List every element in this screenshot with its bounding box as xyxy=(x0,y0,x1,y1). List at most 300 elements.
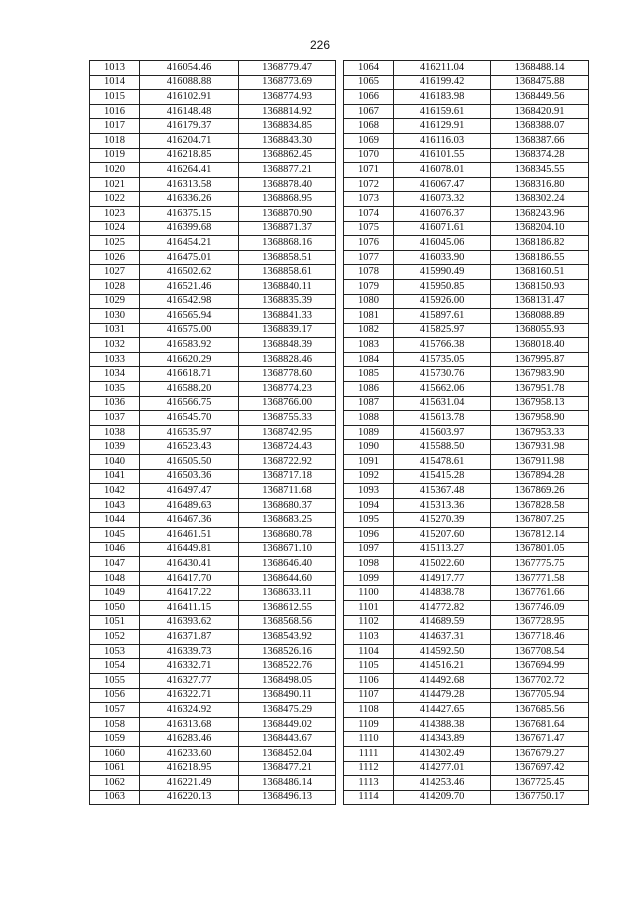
y-coordinate-cell: 1368717.18 xyxy=(239,469,336,484)
point-number-cell: 1055 xyxy=(90,673,140,688)
table-row xyxy=(90,732,336,747)
point-number-cell: 1045 xyxy=(90,528,140,543)
table-row xyxy=(90,717,336,732)
point-number-cell: 1090 xyxy=(344,440,394,455)
x-coordinate-cell: 416417.22 xyxy=(140,586,239,601)
point-number-cell: 1081 xyxy=(344,309,394,324)
x-coordinate-cell: 414388.38 xyxy=(394,717,491,732)
page-number: 226 xyxy=(309,38,331,52)
y-coordinate-cell: 1368839.17 xyxy=(239,323,336,338)
point-number-cell: 1019 xyxy=(90,148,140,163)
y-coordinate-cell: 1368612.55 xyxy=(239,600,336,615)
y-coordinate-cell: 1368858.61 xyxy=(239,265,336,280)
table-row xyxy=(344,148,589,163)
table-row xyxy=(344,513,589,528)
table-row xyxy=(90,746,336,761)
table-row xyxy=(90,790,336,805)
y-coordinate-cell: 1368724.43 xyxy=(239,440,336,455)
x-coordinate-cell: 415113.27 xyxy=(394,542,491,557)
point-number-cell: 1043 xyxy=(90,498,140,513)
y-coordinate-cell: 1367801.05 xyxy=(491,542,589,557)
table-row xyxy=(344,615,589,630)
x-coordinate-cell: 414343.89 xyxy=(394,732,491,747)
point-number-cell: 1092 xyxy=(344,469,394,484)
table-row xyxy=(344,776,589,791)
point-number-cell: 1083 xyxy=(344,338,394,353)
x-coordinate-cell: 416233.60 xyxy=(140,746,239,761)
y-coordinate-cell: 1368243.96 xyxy=(491,206,589,221)
point-number-cell: 1040 xyxy=(90,455,140,470)
x-coordinate-cell: 416393.62 xyxy=(140,615,239,630)
x-coordinate-cell: 416218.85 xyxy=(140,148,239,163)
x-coordinate-cell: 416497.47 xyxy=(140,484,239,499)
x-coordinate-cell: 415603.97 xyxy=(394,425,491,440)
table-row xyxy=(90,513,336,528)
x-coordinate-cell: 416620.29 xyxy=(140,352,239,367)
x-coordinate-cell: 416088.88 xyxy=(140,75,239,90)
table-row xyxy=(344,104,589,119)
x-coordinate-cell: 415613.78 xyxy=(394,411,491,426)
x-coordinate-cell: 416535.97 xyxy=(140,425,239,440)
table-row xyxy=(344,644,589,659)
point-number-cell: 1064 xyxy=(344,61,394,76)
table-row xyxy=(344,761,589,776)
x-coordinate-cell: 416129.91 xyxy=(394,119,491,134)
point-number-cell: 1023 xyxy=(90,206,140,221)
point-number-cell: 1070 xyxy=(344,148,394,163)
table-row xyxy=(344,732,589,747)
y-coordinate-cell: 1367828.58 xyxy=(491,498,589,513)
y-coordinate-cell: 1368773.69 xyxy=(239,75,336,90)
point-number-cell: 1058 xyxy=(90,717,140,732)
y-coordinate-cell: 1367951.78 xyxy=(491,382,589,397)
point-number-cell: 1065 xyxy=(344,75,394,90)
table-row xyxy=(90,498,336,513)
x-coordinate-cell: 415926.00 xyxy=(394,294,491,309)
x-coordinate-cell: 416542.98 xyxy=(140,294,239,309)
point-number-cell: 1050 xyxy=(90,600,140,615)
x-coordinate-cell: 416503.36 xyxy=(140,469,239,484)
x-coordinate-cell: 415825.97 xyxy=(394,323,491,338)
point-number-cell: 1082 xyxy=(344,323,394,338)
y-coordinate-cell: 1368779.47 xyxy=(239,61,336,76)
y-coordinate-cell: 1368088.89 xyxy=(491,309,589,324)
table-row xyxy=(344,163,589,178)
point-number-cell: 1057 xyxy=(90,703,140,718)
y-coordinate-cell: 1368644.60 xyxy=(239,571,336,586)
point-number-cell: 1112 xyxy=(344,761,394,776)
table-row xyxy=(344,659,589,674)
table-row xyxy=(90,75,336,90)
y-coordinate-cell: 1368316.80 xyxy=(491,177,589,192)
x-coordinate-cell: 416521.46 xyxy=(140,279,239,294)
point-number-cell: 1062 xyxy=(90,776,140,791)
table-row xyxy=(344,455,589,470)
table-row xyxy=(90,528,336,543)
point-number-cell: 1017 xyxy=(90,119,140,134)
y-coordinate-cell: 1368862.45 xyxy=(239,148,336,163)
table-row xyxy=(90,265,336,280)
point-number-cell: 1079 xyxy=(344,279,394,294)
x-coordinate-cell: 416211.04 xyxy=(394,61,491,76)
y-coordinate-cell: 1367697.42 xyxy=(491,761,589,776)
point-number-cell: 1030 xyxy=(90,309,140,324)
point-number-cell: 1095 xyxy=(344,513,394,528)
x-coordinate-cell: 415478.61 xyxy=(394,455,491,470)
table-row xyxy=(344,586,589,601)
table-row xyxy=(90,221,336,236)
point-number-cell: 1074 xyxy=(344,206,394,221)
point-number-cell: 1014 xyxy=(90,75,140,90)
point-number-cell: 1075 xyxy=(344,221,394,236)
y-coordinate-cell: 1368841.33 xyxy=(239,309,336,324)
y-coordinate-cell: 1367679.27 xyxy=(491,746,589,761)
x-coordinate-cell: 415270.39 xyxy=(394,513,491,528)
x-coordinate-cell: 416033.90 xyxy=(394,250,491,265)
coordinates-table-right xyxy=(343,60,589,805)
table-row xyxy=(344,75,589,90)
y-coordinate-cell: 1368814.92 xyxy=(239,104,336,119)
table-row xyxy=(90,586,336,601)
table-row xyxy=(90,352,336,367)
point-number-cell: 1077 xyxy=(344,250,394,265)
x-coordinate-cell: 415367.48 xyxy=(394,484,491,499)
x-coordinate-cell: 415766.38 xyxy=(394,338,491,353)
x-coordinate-cell: 416583.92 xyxy=(140,338,239,353)
table-row xyxy=(344,323,589,338)
table-row xyxy=(90,469,336,484)
x-coordinate-cell: 416313.68 xyxy=(140,717,239,732)
x-coordinate-cell: 416371.87 xyxy=(140,630,239,645)
point-number-cell: 1027 xyxy=(90,265,140,280)
point-number-cell: 1107 xyxy=(344,688,394,703)
table-row xyxy=(90,761,336,776)
table-row xyxy=(344,382,589,397)
table-row xyxy=(344,279,589,294)
x-coordinate-cell: 416417.70 xyxy=(140,571,239,586)
y-coordinate-cell: 1368680.78 xyxy=(239,528,336,543)
point-number-cell: 1103 xyxy=(344,630,394,645)
x-coordinate-cell: 416218.95 xyxy=(140,761,239,776)
point-number-cell: 1111 xyxy=(344,746,394,761)
y-coordinate-cell: 1368722.92 xyxy=(239,455,336,470)
point-number-cell: 1076 xyxy=(344,236,394,251)
y-coordinate-cell: 1368671.10 xyxy=(239,542,336,557)
x-coordinate-cell: 416588.20 xyxy=(140,382,239,397)
x-coordinate-cell: 416327.77 xyxy=(140,673,239,688)
table-row xyxy=(90,367,336,382)
table-row xyxy=(90,250,336,265)
y-coordinate-cell: 1367685.56 xyxy=(491,703,589,718)
x-coordinate-cell: 414302.49 xyxy=(394,746,491,761)
point-number-cell: 1039 xyxy=(90,440,140,455)
point-number-cell: 1080 xyxy=(344,294,394,309)
x-coordinate-cell: 416076.37 xyxy=(394,206,491,221)
y-coordinate-cell: 1367807.25 xyxy=(491,513,589,528)
point-number-cell: 1091 xyxy=(344,455,394,470)
x-coordinate-cell: 416467.36 xyxy=(140,513,239,528)
y-coordinate-cell: 1367694.99 xyxy=(491,659,589,674)
y-coordinate-cell: 1368868.16 xyxy=(239,236,336,251)
point-number-cell: 1093 xyxy=(344,484,394,499)
point-number-cell: 1036 xyxy=(90,396,140,411)
y-coordinate-cell: 1368496.13 xyxy=(239,790,336,805)
table-row xyxy=(344,440,589,455)
point-number-cell: 1084 xyxy=(344,352,394,367)
table-row xyxy=(90,338,336,353)
x-coordinate-cell: 414253.46 xyxy=(394,776,491,791)
table-row xyxy=(344,90,589,105)
y-coordinate-cell: 1368711.68 xyxy=(239,484,336,499)
point-number-cell: 1034 xyxy=(90,367,140,382)
x-coordinate-cell: 416148.48 xyxy=(140,104,239,119)
x-coordinate-cell: 416336.26 xyxy=(140,192,239,207)
point-number-cell: 1085 xyxy=(344,367,394,382)
x-coordinate-cell: 416313.58 xyxy=(140,177,239,192)
point-number-cell: 1041 xyxy=(90,469,140,484)
x-coordinate-cell: 416067.47 xyxy=(394,177,491,192)
x-coordinate-cell: 415415.28 xyxy=(394,469,491,484)
y-coordinate-cell: 1367725.45 xyxy=(491,776,589,791)
point-number-cell: 1087 xyxy=(344,396,394,411)
table-row xyxy=(90,61,336,76)
point-number-cell: 1088 xyxy=(344,411,394,426)
y-coordinate-cell: 1368204.10 xyxy=(491,221,589,236)
x-coordinate-cell: 414277.01 xyxy=(394,761,491,776)
table-row xyxy=(90,148,336,163)
point-number-cell: 1098 xyxy=(344,557,394,572)
table-row xyxy=(344,600,589,615)
x-coordinate-cell: 416375.15 xyxy=(140,206,239,221)
y-coordinate-cell: 1367681.64 xyxy=(491,717,589,732)
table-row xyxy=(90,659,336,674)
y-coordinate-cell: 1368449.02 xyxy=(239,717,336,732)
table-row xyxy=(344,309,589,324)
x-coordinate-cell: 415730.76 xyxy=(394,367,491,382)
y-coordinate-cell: 1367708.54 xyxy=(491,644,589,659)
point-number-cell: 1016 xyxy=(90,104,140,119)
table-row xyxy=(344,133,589,148)
y-coordinate-cell: 1368877.21 xyxy=(239,163,336,178)
y-coordinate-cell: 1367958.13 xyxy=(491,396,589,411)
point-number-cell: 1102 xyxy=(344,615,394,630)
table-row xyxy=(90,90,336,105)
x-coordinate-cell: 414479.28 xyxy=(394,688,491,703)
y-coordinate-cell: 1367775.75 xyxy=(491,557,589,572)
point-number-cell: 1038 xyxy=(90,425,140,440)
y-coordinate-cell: 1368843.30 xyxy=(239,133,336,148)
y-coordinate-cell: 1367931.98 xyxy=(491,440,589,455)
point-number-cell: 1110 xyxy=(344,732,394,747)
y-coordinate-cell: 1368778.60 xyxy=(239,367,336,382)
y-coordinate-cell: 1367705.94 xyxy=(491,688,589,703)
x-coordinate-cell: 415022.60 xyxy=(394,557,491,572)
table-row xyxy=(344,630,589,645)
point-number-cell: 1022 xyxy=(90,192,140,207)
y-coordinate-cell: 1368828.46 xyxy=(239,352,336,367)
y-coordinate-cell: 1368443.67 xyxy=(239,732,336,747)
table-row xyxy=(344,411,589,426)
point-number-cell: 1026 xyxy=(90,250,140,265)
point-number-cell: 1028 xyxy=(90,279,140,294)
point-number-cell: 1051 xyxy=(90,615,140,630)
x-coordinate-cell: 416159.61 xyxy=(394,104,491,119)
x-coordinate-cell: 415950.85 xyxy=(394,279,491,294)
x-coordinate-cell: 414772.82 xyxy=(394,600,491,615)
table-row xyxy=(344,703,589,718)
y-coordinate-cell: 1368870.90 xyxy=(239,206,336,221)
table-row xyxy=(344,396,589,411)
y-coordinate-cell: 1367911.98 xyxy=(491,455,589,470)
x-coordinate-cell: 416545.70 xyxy=(140,411,239,426)
y-coordinate-cell: 1368774.93 xyxy=(239,90,336,105)
x-coordinate-cell: 416078.01 xyxy=(394,163,491,178)
point-number-cell: 1035 xyxy=(90,382,140,397)
point-number-cell: 1056 xyxy=(90,688,140,703)
table-row xyxy=(90,104,336,119)
point-number-cell: 1101 xyxy=(344,600,394,615)
x-coordinate-cell: 416101.55 xyxy=(394,148,491,163)
table-row xyxy=(90,133,336,148)
x-coordinate-cell: 416199.42 xyxy=(394,75,491,90)
y-coordinate-cell: 1368834.85 xyxy=(239,119,336,134)
y-coordinate-cell: 1367761.66 xyxy=(491,586,589,601)
table-row xyxy=(90,396,336,411)
table-row xyxy=(344,192,589,207)
point-number-cell: 1044 xyxy=(90,513,140,528)
x-coordinate-cell: 416575.00 xyxy=(140,323,239,338)
table-row xyxy=(344,206,589,221)
table-row xyxy=(344,571,589,586)
x-coordinate-cell: 415662.06 xyxy=(394,382,491,397)
x-coordinate-cell: 416505.50 xyxy=(140,455,239,470)
x-coordinate-cell: 416045.06 xyxy=(394,236,491,251)
x-coordinate-cell: 415207.60 xyxy=(394,528,491,543)
x-coordinate-cell: 415313.36 xyxy=(394,498,491,513)
table-row xyxy=(344,294,589,309)
y-coordinate-cell: 1368526.16 xyxy=(239,644,336,659)
x-coordinate-cell: 416454.21 xyxy=(140,236,239,251)
table-row xyxy=(90,455,336,470)
table-row xyxy=(90,177,336,192)
y-coordinate-cell: 1368018.40 xyxy=(491,338,589,353)
point-number-cell: 1048 xyxy=(90,571,140,586)
point-number-cell: 1060 xyxy=(90,746,140,761)
table-row xyxy=(344,352,589,367)
point-number-cell: 1033 xyxy=(90,352,140,367)
y-coordinate-cell: 1368766.00 xyxy=(239,396,336,411)
table-row xyxy=(344,265,589,280)
y-coordinate-cell: 1368131.47 xyxy=(491,294,589,309)
y-coordinate-cell: 1368868.95 xyxy=(239,192,336,207)
table-row xyxy=(90,119,336,134)
x-coordinate-cell: 416565.94 xyxy=(140,309,239,324)
y-coordinate-cell: 1368543.92 xyxy=(239,630,336,645)
table-row xyxy=(344,221,589,236)
point-number-cell: 1025 xyxy=(90,236,140,251)
table-row xyxy=(90,673,336,688)
y-coordinate-cell: 1368878.40 xyxy=(239,177,336,192)
point-number-cell: 1104 xyxy=(344,644,394,659)
table-row xyxy=(90,294,336,309)
x-coordinate-cell: 416283.46 xyxy=(140,732,239,747)
table-row xyxy=(90,309,336,324)
point-number-cell: 1096 xyxy=(344,528,394,543)
point-number-cell: 1052 xyxy=(90,630,140,645)
x-coordinate-cell: 416489.63 xyxy=(140,498,239,513)
y-coordinate-cell: 1368498.05 xyxy=(239,673,336,688)
y-coordinate-cell: 1368742.95 xyxy=(239,425,336,440)
point-number-cell: 1100 xyxy=(344,586,394,601)
x-coordinate-cell: 414209.70 xyxy=(394,790,491,805)
table-row xyxy=(344,688,589,703)
x-coordinate-cell: 416399.68 xyxy=(140,221,239,236)
point-number-cell: 1049 xyxy=(90,586,140,601)
y-coordinate-cell: 1368302.24 xyxy=(491,192,589,207)
y-coordinate-cell: 1368420.91 xyxy=(491,104,589,119)
table-row xyxy=(90,192,336,207)
table-row xyxy=(90,323,336,338)
table-row xyxy=(344,236,589,251)
x-coordinate-cell: 416071.61 xyxy=(394,221,491,236)
y-coordinate-cell: 1368840.11 xyxy=(239,279,336,294)
table-row xyxy=(344,250,589,265)
table-row xyxy=(90,688,336,703)
x-coordinate-cell: 416204.71 xyxy=(140,133,239,148)
y-coordinate-cell: 1368522.76 xyxy=(239,659,336,674)
y-coordinate-cell: 1368345.55 xyxy=(491,163,589,178)
x-coordinate-cell: 416264.41 xyxy=(140,163,239,178)
table-row xyxy=(344,557,589,572)
y-coordinate-cell: 1367702.72 xyxy=(491,673,589,688)
y-coordinate-cell: 1368490.11 xyxy=(239,688,336,703)
table-row xyxy=(90,206,336,221)
y-coordinate-cell: 1367750.17 xyxy=(491,790,589,805)
table-row xyxy=(344,484,589,499)
y-coordinate-cell: 1368755.33 xyxy=(239,411,336,426)
point-number-cell: 1078 xyxy=(344,265,394,280)
x-coordinate-cell: 416322.71 xyxy=(140,688,239,703)
x-coordinate-cell: 416618.71 xyxy=(140,367,239,382)
y-coordinate-cell: 1367894.28 xyxy=(491,469,589,484)
y-coordinate-cell: 1368486.14 xyxy=(239,776,336,791)
x-coordinate-cell: 416054.46 xyxy=(140,61,239,76)
x-coordinate-cell: 416179.37 xyxy=(140,119,239,134)
point-number-cell: 1072 xyxy=(344,177,394,192)
table-row xyxy=(344,498,589,513)
table-row xyxy=(90,571,336,586)
y-coordinate-cell: 1367869.26 xyxy=(491,484,589,499)
table-row xyxy=(344,469,589,484)
x-coordinate-cell: 414516.21 xyxy=(394,659,491,674)
x-coordinate-cell: 416449.81 xyxy=(140,542,239,557)
y-coordinate-cell: 1368150.93 xyxy=(491,279,589,294)
x-coordinate-cell: 416324.92 xyxy=(140,703,239,718)
x-coordinate-cell: 414838.78 xyxy=(394,586,491,601)
x-coordinate-cell: 415990.49 xyxy=(394,265,491,280)
table-row xyxy=(344,717,589,732)
x-coordinate-cell: 416411.15 xyxy=(140,600,239,615)
y-coordinate-cell: 1367983.90 xyxy=(491,367,589,382)
table-row xyxy=(344,119,589,134)
table-row xyxy=(344,790,589,805)
coordinates-table-left xyxy=(89,60,336,805)
table-row xyxy=(90,600,336,615)
table-row xyxy=(344,542,589,557)
point-number-cell: 1105 xyxy=(344,659,394,674)
y-coordinate-cell: 1368683.25 xyxy=(239,513,336,528)
point-number-cell: 1032 xyxy=(90,338,140,353)
